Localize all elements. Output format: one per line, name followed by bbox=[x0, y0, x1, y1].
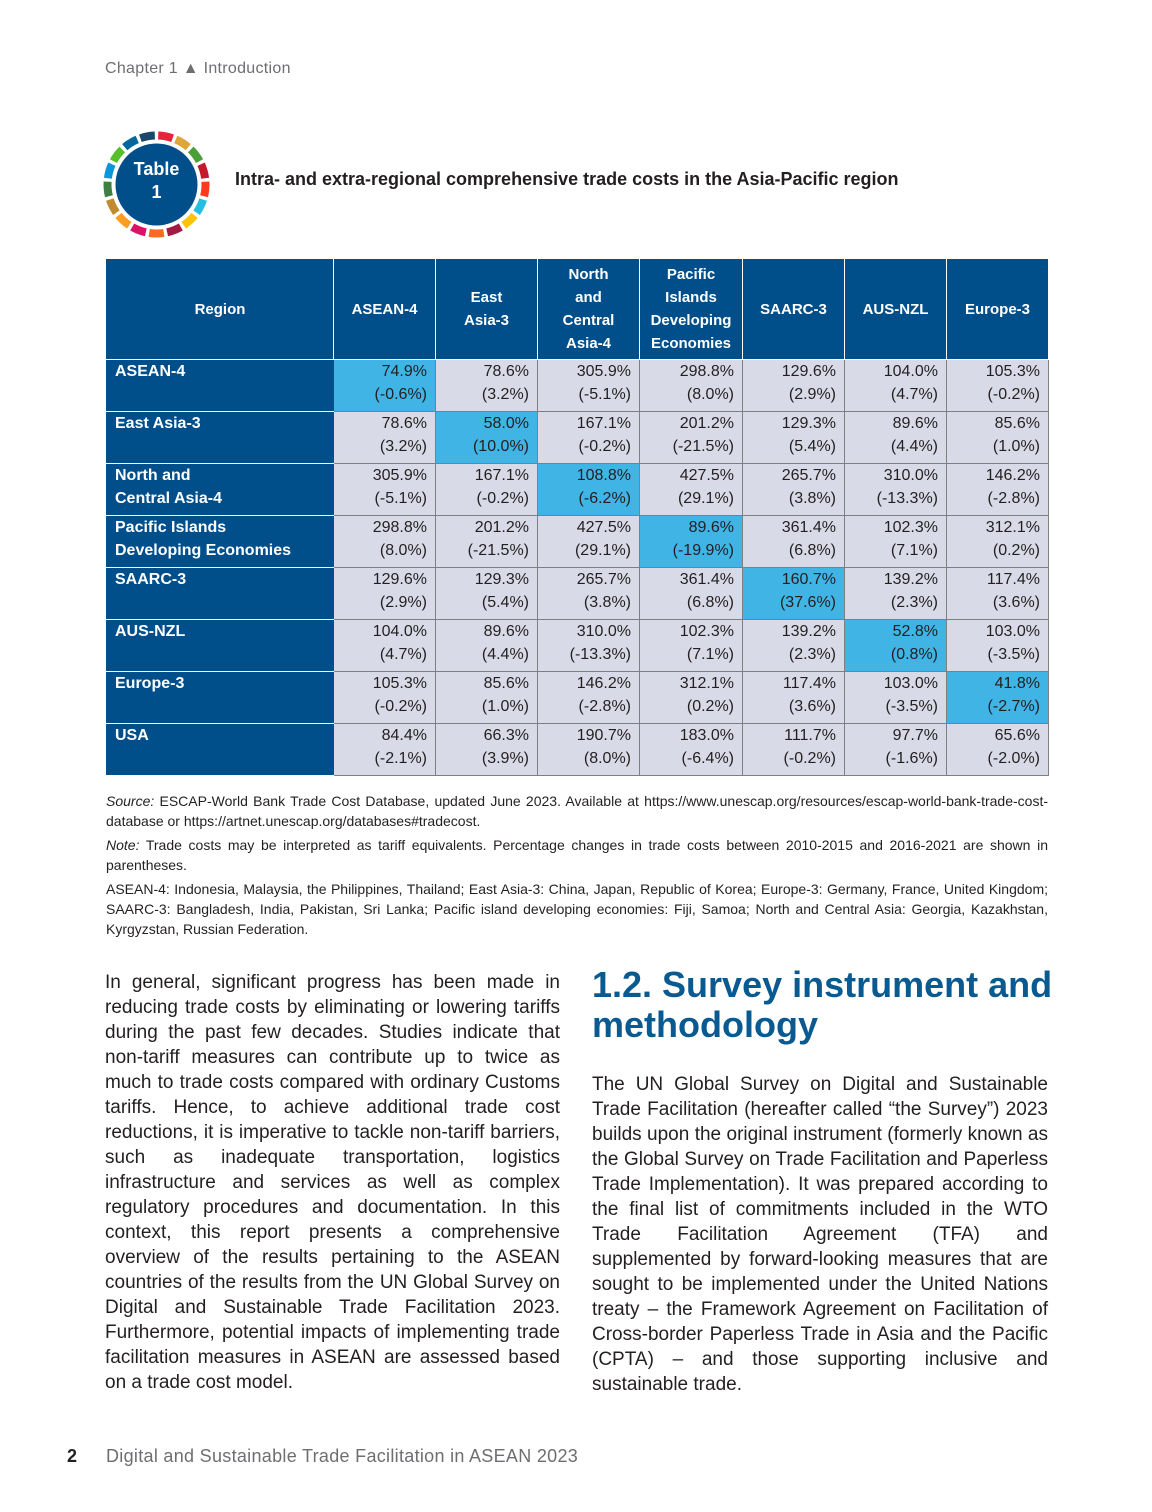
trade-cost-change: (-1.6%) bbox=[885, 750, 938, 767]
column-header bbox=[845, 259, 947, 360]
table-cell bbox=[334, 568, 436, 620]
trade-cost-value: 146.2% bbox=[985, 467, 1040, 484]
source-note bbox=[106, 791, 1048, 831]
table-row bbox=[107, 724, 1049, 776]
trade-cost-change: (4.7%) bbox=[890, 386, 938, 403]
table-cell bbox=[436, 360, 538, 412]
trade-cost-change: (-13.3%) bbox=[876, 490, 938, 507]
table-cell bbox=[334, 620, 436, 672]
trade-cost-value: 139.2% bbox=[883, 571, 938, 588]
trade-cost-change: (2.9%) bbox=[379, 594, 427, 611]
trade-cost-change: (3.9%) bbox=[481, 750, 529, 767]
table-cell bbox=[436, 724, 538, 776]
trade-cost-value: 104.0% bbox=[372, 623, 427, 640]
section-heading: 1.2. Survey instrument and methodology bbox=[592, 964, 1053, 1045]
table-badge-number: 1 bbox=[151, 182, 162, 202]
trade-cost-value: 298.8% bbox=[679, 363, 734, 380]
trade-cost-value: 52.8% bbox=[892, 623, 938, 640]
trade-cost-change: (1.0%) bbox=[481, 698, 529, 715]
trade-cost-value: 117.4% bbox=[986, 571, 1040, 588]
row-header-line: East Asia-3 bbox=[115, 415, 201, 432]
trade-cost-change: (0.2%) bbox=[992, 542, 1040, 559]
trade-cost-value: 298.8% bbox=[372, 519, 427, 536]
table-cell bbox=[640, 412, 743, 464]
trade-cost-value: 58.0% bbox=[483, 415, 529, 432]
row-header bbox=[107, 516, 334, 568]
body-paragraph-right: The UN Global Survey on Digital and Sustainable Trade Facilitation (hereafter called “the Survey”) 2023 builds upon the original instrument (formerly known as the Global Survey on Trade Facilitation and Paperless Trade Implementation). It was prepared according to the final list of commitments included in the WTO Trade Facilitation Agreement (TFA) and supplemented by forward-looking measures that are sought to be implemented under the United Nations treaty – the Framework Agreement on Facilitation of Cross-border Paperless Trade in Asia and the Pacific (CPTA) – and those supporting inclusive and sustainable trade. bbox=[592, 1074, 1048, 1395]
trade-cost-value: 129.3% bbox=[474, 571, 529, 588]
trade-cost-value: 89.6% bbox=[483, 623, 529, 640]
table-title: Intra- and extra-regional comprehensive trade costs in the Asia-Pacific region bbox=[235, 169, 899, 189]
trade-cost-value: 427.5% bbox=[679, 467, 734, 484]
groups-note: ASEAN-4: Indonesia, Malaysia, the Philippines, Thailand; East Asia-3: China, Japan, Republic of Korea; Europe-3: Germany, France, United Kingdom; SAARC-3: Bangladesh, India, Pakistan, Sri Lanka; Pacific island developing economies: Fiji, Samoa; North and Central Asia: Georgia, Kazakhstan, Kyrgyzstan, Russian Federation. bbox=[106, 881, 1048, 937]
trade-cost-value: 427.5% bbox=[576, 519, 631, 536]
sdg-ring-segment bbox=[122, 136, 139, 150]
table-cell bbox=[538, 516, 640, 568]
table-cell bbox=[538, 360, 640, 412]
intra-regional-cell bbox=[436, 412, 538, 464]
trade-cost-change: (3.2%) bbox=[379, 438, 427, 455]
sdg-ring-segment bbox=[158, 132, 174, 142]
table-cell bbox=[845, 360, 947, 412]
trade-cost-change: (2.9%) bbox=[788, 386, 836, 403]
table-cell bbox=[743, 620, 845, 672]
row-header-line: USA bbox=[115, 727, 149, 744]
row-header-line: Developing Economies bbox=[115, 542, 292, 559]
table-cell bbox=[538, 412, 640, 464]
trade-cost-value: 361.4% bbox=[781, 519, 836, 536]
trade-cost-value: 103.0% bbox=[883, 675, 938, 692]
table-cell bbox=[947, 724, 1049, 776]
trade-cost-value: 305.9% bbox=[576, 363, 631, 380]
trade-cost-change: (-3.5%) bbox=[885, 698, 938, 715]
column-header-line: Central bbox=[562, 312, 615, 329]
trade-cost-value: 84.4% bbox=[381, 727, 427, 744]
sdg-ring-segment bbox=[174, 136, 191, 150]
trade-cost-value: 139.2% bbox=[781, 623, 836, 640]
footer-title: Digital and Sustainable Trade Facilitation in ASEAN 2023 bbox=[106, 1446, 579, 1466]
table-cell bbox=[538, 568, 640, 620]
trade-cost-value: 265.7% bbox=[781, 467, 836, 484]
trade-cost-value: 78.6% bbox=[483, 363, 529, 380]
trade-cost-value: 310.0% bbox=[576, 623, 631, 640]
trade-cost-change: (-2.7%) bbox=[987, 698, 1040, 715]
column-header-line: ASEAN-4 bbox=[351, 300, 418, 318]
trade-cost-change: (-0.2%) bbox=[783, 750, 836, 767]
table-cell bbox=[334, 516, 436, 568]
trade-cost-change: (37.6%) bbox=[779, 594, 836, 611]
intra-regional-cell bbox=[947, 672, 1049, 724]
column-header-line: Asia-4 bbox=[565, 335, 612, 352]
trade-cost-change: (-6.2%) bbox=[578, 490, 631, 507]
chapter-running-header: Chapter 1 ▲ Introduction bbox=[105, 60, 291, 77]
row-header-line: North and bbox=[115, 467, 191, 484]
table-cell bbox=[436, 516, 538, 568]
table-cell bbox=[538, 672, 640, 724]
table-cell bbox=[947, 620, 1049, 672]
trade-cost-value: 65.6% bbox=[994, 727, 1040, 744]
trade-cost-change: (-0.2%) bbox=[578, 438, 631, 455]
row-header bbox=[107, 360, 334, 412]
trade-cost-change: (3.6%) bbox=[788, 698, 836, 715]
table-cell bbox=[947, 464, 1049, 516]
column-header-line: SAARC-3 bbox=[760, 300, 827, 318]
page-number: 2 bbox=[67, 1446, 78, 1466]
row-header-line: AUS-NZL bbox=[115, 623, 186, 640]
intra-regional-cell bbox=[334, 360, 436, 412]
trade-cost-value: 129.6% bbox=[781, 363, 836, 380]
trade-cost-value: 85.6% bbox=[994, 415, 1040, 432]
table-cell bbox=[640, 620, 743, 672]
table-cell bbox=[640, 568, 743, 620]
table-cell bbox=[436, 464, 538, 516]
column-header bbox=[436, 259, 538, 360]
table-notes bbox=[106, 791, 1048, 943]
row-header bbox=[107, 672, 334, 724]
row-header bbox=[107, 620, 334, 672]
table-cell bbox=[845, 464, 947, 516]
table-cell bbox=[845, 672, 947, 724]
table-cell bbox=[743, 464, 845, 516]
table-cell bbox=[334, 412, 436, 464]
table-row bbox=[107, 620, 1049, 672]
table-cell bbox=[538, 724, 640, 776]
column-header-line: Europe-3 bbox=[964, 300, 1030, 318]
row-header-line: Europe-3 bbox=[115, 675, 185, 692]
trade-cost-value: 41.8% bbox=[994, 675, 1040, 692]
table-row bbox=[107, 412, 1049, 464]
table-row bbox=[107, 516, 1049, 568]
sdg-ring-segment bbox=[182, 213, 198, 229]
column-header bbox=[640, 259, 743, 360]
sdg-ring-segment bbox=[149, 229, 165, 238]
trade-cost-change: (-13.3%) bbox=[569, 646, 631, 663]
column-header-line: North bbox=[568, 266, 609, 283]
trade-costs-table bbox=[106, 258, 1049, 776]
trade-cost-change: (7.1%) bbox=[686, 646, 734, 663]
table-badge bbox=[103, 158, 210, 204]
trade-cost-value: 201.2% bbox=[474, 519, 529, 536]
trade-cost-change: (-3.5%) bbox=[987, 646, 1040, 663]
trade-cost-change: (-5.1%) bbox=[374, 490, 427, 507]
sdg-ring-segment bbox=[139, 132, 155, 142]
sdg-ring-segment bbox=[130, 224, 147, 237]
trade-cost-change: (3.2%) bbox=[481, 386, 529, 403]
trade-cost-change: (6.8%) bbox=[686, 594, 734, 611]
column-header-line: Asia-3 bbox=[463, 312, 510, 329]
trade-cost-value: 265.7% bbox=[576, 571, 631, 588]
table-cell bbox=[947, 568, 1049, 620]
note-label: Note: bbox=[106, 837, 140, 853]
trade-cost-change: (5.4%) bbox=[788, 438, 836, 455]
trade-cost-change: (-0.6%) bbox=[374, 386, 427, 403]
column-header-line: Islands bbox=[665, 289, 717, 306]
trade-cost-change: (0.2%) bbox=[686, 698, 734, 715]
table-cell bbox=[845, 412, 947, 464]
trade-cost-change: (-0.2%) bbox=[374, 698, 427, 715]
table-cell bbox=[743, 360, 845, 412]
trade-cost-change: (-2.0%) bbox=[987, 750, 1040, 767]
table-cell bbox=[436, 620, 538, 672]
table-cell bbox=[640, 360, 743, 412]
table-cell bbox=[334, 464, 436, 516]
column-header bbox=[538, 259, 640, 360]
trade-cost-change: (2.3%) bbox=[788, 646, 836, 663]
trade-cost-change: (4.4%) bbox=[890, 438, 938, 455]
table-cell bbox=[436, 568, 538, 620]
row-header bbox=[107, 568, 334, 620]
trade-cost-value: 97.7% bbox=[892, 727, 938, 744]
trade-cost-change: (2.3%) bbox=[890, 594, 938, 611]
table-cell bbox=[845, 724, 947, 776]
column-header-line: East bbox=[470, 289, 503, 306]
trade-cost-value: 160.7% bbox=[781, 571, 836, 588]
row-header bbox=[107, 412, 334, 464]
table-cell bbox=[947, 360, 1049, 412]
table-cell bbox=[334, 724, 436, 776]
trade-cost-change: (-5.1%) bbox=[578, 386, 631, 403]
table-cell bbox=[640, 464, 743, 516]
table-cell bbox=[947, 412, 1049, 464]
column-header-line: Economies bbox=[650, 335, 732, 352]
trade-cost-value: 104.0% bbox=[883, 363, 938, 380]
trade-cost-value: 103.0% bbox=[985, 623, 1040, 640]
column-header-line: AUS-NZL bbox=[862, 300, 929, 318]
trade-cost-value: 85.6% bbox=[483, 675, 529, 692]
table-cell bbox=[845, 568, 947, 620]
table-row bbox=[107, 360, 1049, 412]
column-header bbox=[743, 259, 845, 360]
table-cell bbox=[436, 672, 538, 724]
trade-cost-value: 74.9% bbox=[381, 363, 427, 380]
table-cell bbox=[743, 672, 845, 724]
trade-cost-change: (-2.1%) bbox=[374, 750, 427, 767]
intra-regional-cell bbox=[538, 464, 640, 516]
trade-cost-change: (-21.5%) bbox=[467, 542, 529, 559]
trade-cost-value: 102.3% bbox=[679, 623, 734, 640]
row-header-line: SAARC-3 bbox=[115, 571, 187, 588]
trade-cost-value: 105.3% bbox=[372, 675, 427, 692]
trade-cost-change: (-21.5%) bbox=[672, 438, 734, 455]
trade-cost-change: (5.4%) bbox=[481, 594, 529, 611]
trade-cost-value: 66.3% bbox=[483, 727, 529, 744]
trade-cost-change: (8.0%) bbox=[583, 750, 631, 767]
table-cell bbox=[334, 672, 436, 724]
trade-cost-value: 129.6% bbox=[372, 571, 427, 588]
row-header bbox=[107, 724, 334, 776]
source-label: Source: bbox=[106, 793, 155, 809]
trade-cost-value: 129.3% bbox=[781, 415, 836, 432]
table-cell bbox=[947, 516, 1049, 568]
trade-cost-value: 146.2% bbox=[576, 675, 631, 692]
note-text: Trade costs may be interpreted as tariff equivalents. Percentage changes in trade costs between 2010-2015 and 2016-2021 are shown in parentheses. bbox=[106, 837, 1048, 873]
column-header-line: and bbox=[575, 289, 602, 306]
trade-cost-change: (1.0%) bbox=[992, 438, 1040, 455]
trade-cost-value: 89.6% bbox=[688, 519, 734, 536]
trade-cost-change: (6.8%) bbox=[788, 542, 836, 559]
row-header-line: Central Asia-4 bbox=[115, 490, 222, 507]
trade-cost-value: 310.0% bbox=[883, 467, 938, 484]
trade-cost-value: 183.0% bbox=[679, 727, 734, 744]
trade-cost-value: 89.6% bbox=[892, 415, 938, 432]
table-row bbox=[107, 672, 1049, 724]
trade-cost-value: 105.3% bbox=[985, 363, 1040, 380]
trade-cost-change: (10.0%) bbox=[472, 438, 529, 455]
trade-cost-value: 167.1% bbox=[576, 415, 631, 432]
trade-cost-change: (8.0%) bbox=[379, 542, 427, 559]
trade-cost-change: (3.8%) bbox=[583, 594, 631, 611]
source-text: ESCAP-World Bank Trade Cost Database, updated June 2023. Available at https://www.unescap.org/resources/escap-world-bank-trade-cost-database or https://artnet.unescap.org/databases#tradecost. bbox=[106, 793, 1048, 829]
column-header bbox=[334, 259, 436, 360]
trade-cost-value: 78.6% bbox=[381, 415, 427, 432]
trade-cost-change: (3.8%) bbox=[788, 490, 836, 507]
table-cell bbox=[743, 412, 845, 464]
trade-cost-change: (8.0%) bbox=[686, 386, 734, 403]
trade-cost-change: (7.1%) bbox=[890, 542, 938, 559]
trade-cost-value: 108.8% bbox=[576, 467, 631, 484]
table-row bbox=[107, 464, 1049, 516]
trade-cost-change: (-19.9%) bbox=[672, 542, 734, 559]
trade-cost-change: (-0.2%) bbox=[476, 490, 529, 507]
table-cell bbox=[640, 672, 743, 724]
intra-regional-cell bbox=[640, 516, 743, 568]
trade-cost-value: 201.2% bbox=[679, 415, 734, 432]
column-header-line: Pacific bbox=[666, 266, 716, 283]
trade-cost-change: (3.6%) bbox=[992, 594, 1040, 611]
trade-cost-change: (-2.8%) bbox=[987, 490, 1040, 507]
table-cell bbox=[743, 516, 845, 568]
trade-cost-change: (0.8%) bbox=[890, 646, 938, 663]
table-cell bbox=[845, 516, 947, 568]
trade-cost-value: 305.9% bbox=[372, 467, 427, 484]
sdg-ring-segment bbox=[166, 224, 183, 237]
trade-cost-value: 312.1% bbox=[985, 519, 1040, 536]
trade-cost-value: 190.7% bbox=[576, 727, 631, 744]
row-header bbox=[107, 464, 334, 516]
table-cell bbox=[743, 724, 845, 776]
trade-cost-change: (4.4%) bbox=[481, 646, 529, 663]
column-header-line: Developing bbox=[650, 312, 732, 329]
table-row bbox=[107, 568, 1049, 620]
trade-cost-change: (29.1%) bbox=[677, 490, 734, 507]
intra-regional-cell bbox=[845, 620, 947, 672]
note bbox=[106, 835, 1048, 875]
trade-cost-change: (-2.8%) bbox=[578, 698, 631, 715]
column-header bbox=[947, 259, 1049, 360]
table-cell bbox=[640, 724, 743, 776]
corner-header: Region bbox=[107, 259, 334, 360]
trade-cost-value: 117.4% bbox=[782, 675, 836, 692]
trade-cost-value: 167.1% bbox=[474, 467, 529, 484]
trade-cost-change: (29.1%) bbox=[574, 542, 631, 559]
trade-cost-value: 312.1% bbox=[679, 675, 734, 692]
trade-cost-value: 102.3% bbox=[883, 519, 938, 536]
trade-cost-change: (-6.4%) bbox=[681, 750, 734, 767]
row-header-line: Pacific Islands bbox=[115, 519, 227, 536]
row-header-line: ASEAN-4 bbox=[115, 363, 186, 380]
body-paragraph-left: In general, significant progress has been made in reducing trade costs by eliminating or lowering tariffs during the past few decades. Studies indicate that non-tariff measures can contribute up to twice as much to trade costs compared with ordinary Customs tariffs. Hence, to achieve additional trade cost reductions, it is imperative to tackle non-tariff barriers, such as inadequate transportation, logistics infrastructure and services as well as complex regulatory procedures and documentation. In this context, this report presents a comprehensive overview of the results pertaining to the ASEAN countries of the results from the UN Global Survey on Digital and Sustainable Trade Facilitation 2023. Furthermore, potential impacts of implementing trade facilitation measures in ASEAN are assessed based on a trade cost model. bbox=[105, 972, 560, 1393]
trade-cost-change: (4.7%) bbox=[379, 646, 427, 663]
trade-cost-value: 111.7% bbox=[784, 727, 836, 744]
table-badge-label: Table bbox=[133, 159, 180, 179]
trade-cost-value: 361.4% bbox=[679, 571, 734, 588]
intra-regional-cell bbox=[743, 568, 845, 620]
sdg-ring-segment bbox=[115, 213, 131, 229]
table-cell bbox=[538, 620, 640, 672]
trade-cost-change: (-0.2%) bbox=[987, 386, 1040, 403]
